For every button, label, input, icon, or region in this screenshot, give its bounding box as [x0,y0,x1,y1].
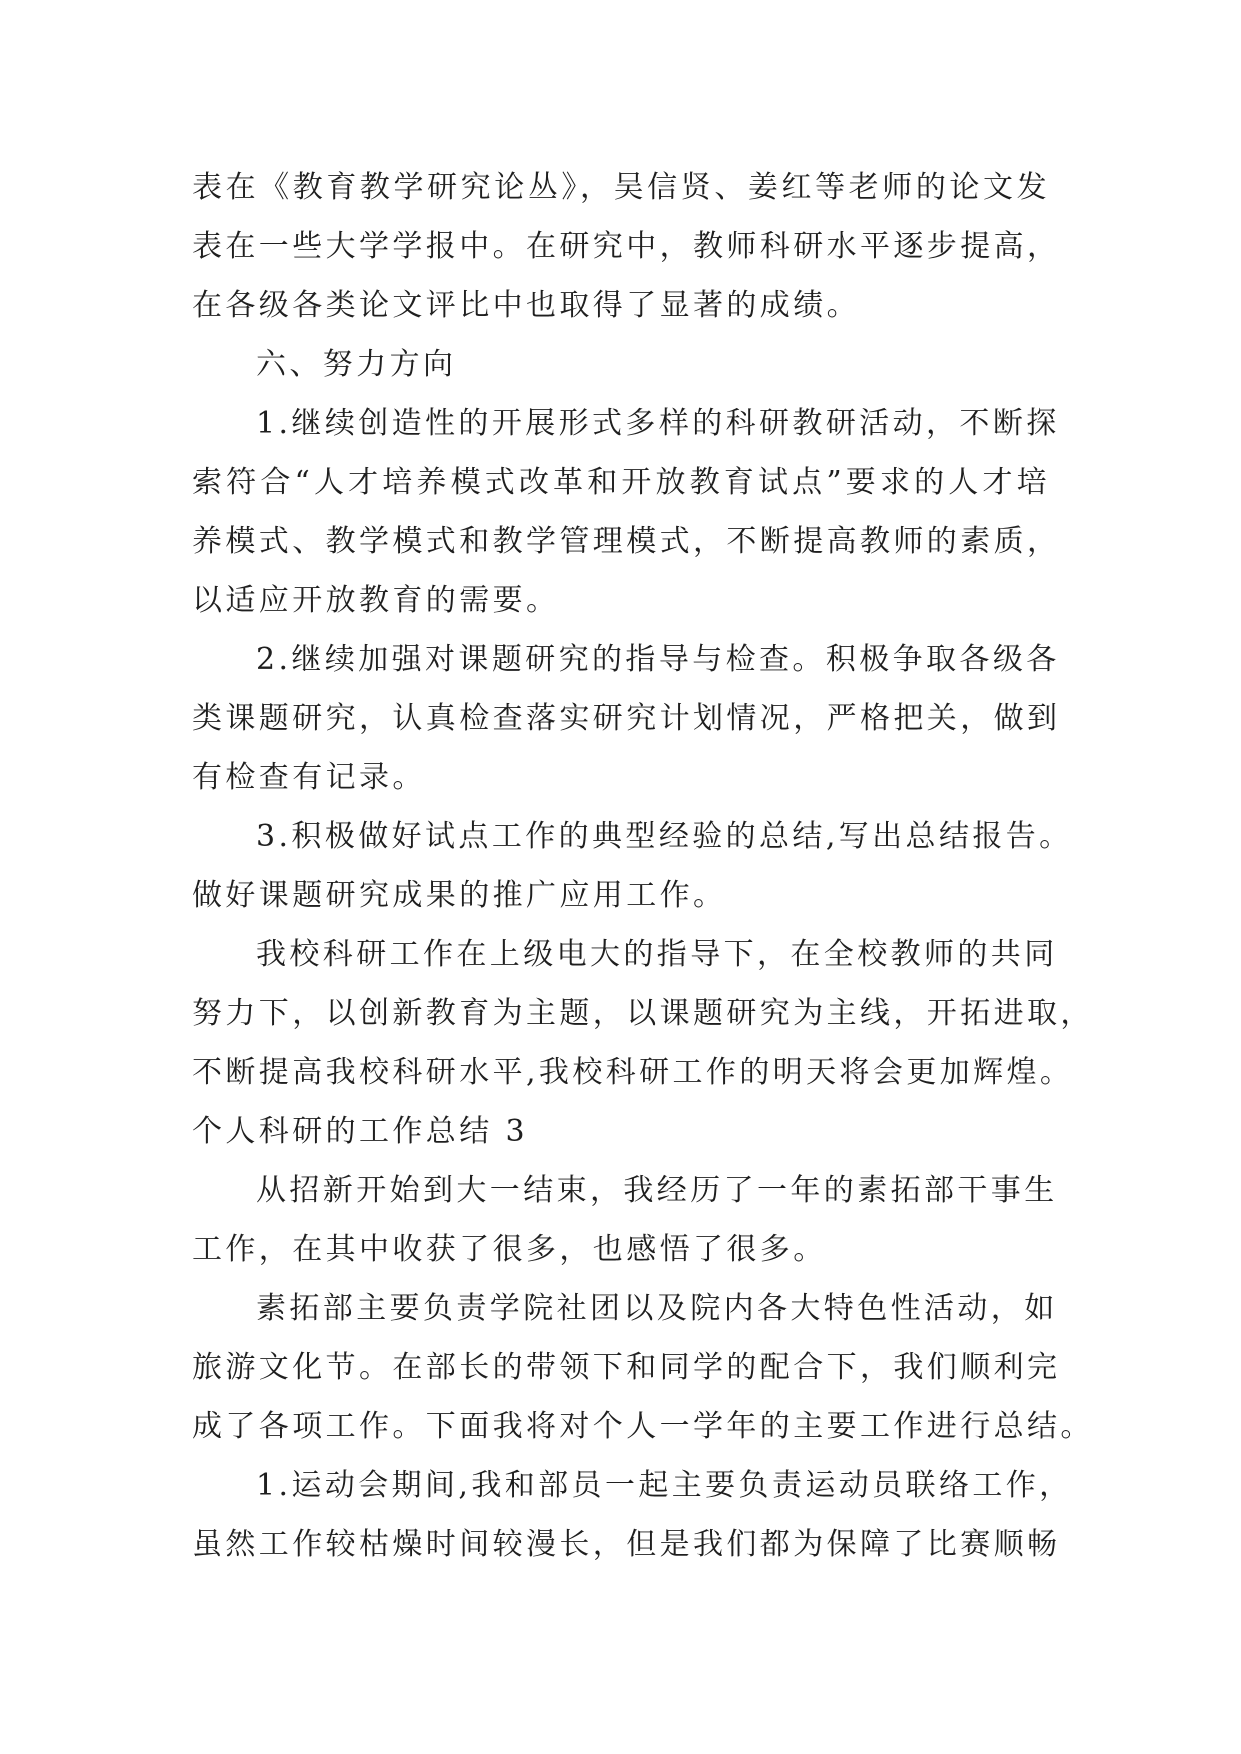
text-line: 3.积极做好试点工作的典型经验的总结,写出总结报告。 [256,819,1073,854]
text-line: 从招新开始到大一结束，我经历了一年的素拓部干事生 [256,1173,1058,1208]
text-line: 素拓部主要负责学院社团以及院内各大特色性活动，如 [256,1291,1058,1326]
text-line: 以适应开放教育的需要。 [192,583,560,618]
text-line: 在各级各类论文评比中也取得了显著的成绩。 [192,288,860,323]
text-line: 努力下，以创新教育为主题，以课题研究为主线，开拓进取， [192,996,1094,1031]
text-line: 成了各项工作。下面我将对个人一学年的主要工作进行总结。 [192,1409,1094,1444]
text-line: 虽然工作较枯燥时间较漫长，但是我们都为保障了比赛顺畅 [192,1527,1061,1562]
section-heading: 六、努力方向 [256,347,457,382]
text-line: 工作，在其中收获了很多，也感悟了很多。 [192,1232,827,1267]
document-body [192,158,1094,1574]
text-line: 表在《教育教学研究论丛》，吴信贤、姜红等老师的论文发 [192,170,1050,205]
text-line: 类课题研究，认真检查落实研究计划情况，严格把关，做到 [192,701,1061,736]
text-line: 有检查有记录。 [192,760,426,795]
text-line: 不断提高我校科研水平,我校科研工作的明天将会更加辉煌。 [192,1055,1074,1090]
text-line: 1.继续创造性的开展形式多样的科研教研活动，不断探 [256,406,1060,441]
section-title: 个人科研的工作总结 3 [192,1114,529,1149]
text-line: 旅游文化节。在部长的带领下和同学的配合下，我们顺利完 [192,1350,1061,1385]
text-line: 做好课题研究成果的推广应用工作。 [192,878,727,913]
text-line: 索符合“人才培养模式改革和开放教育试点”要求的人才培 [192,465,1050,500]
text-line: 1.运动会期间,我和部员一起主要负责运动员联络工作， [256,1468,1073,1503]
text-line: 表在一些大学学报中。在研究中，教师科研水平逐步提高， [192,229,1061,264]
text-line: 2.继续加强对课题研究的指导与检查。积极争取各级各 [256,642,1060,677]
text-line: 我校科研工作在上级电大的指导下，在全校教师的共同 [256,937,1058,972]
text-line: 养模式、教学模式和教学管理模式，不断提高教师的素质， [192,524,1061,559]
